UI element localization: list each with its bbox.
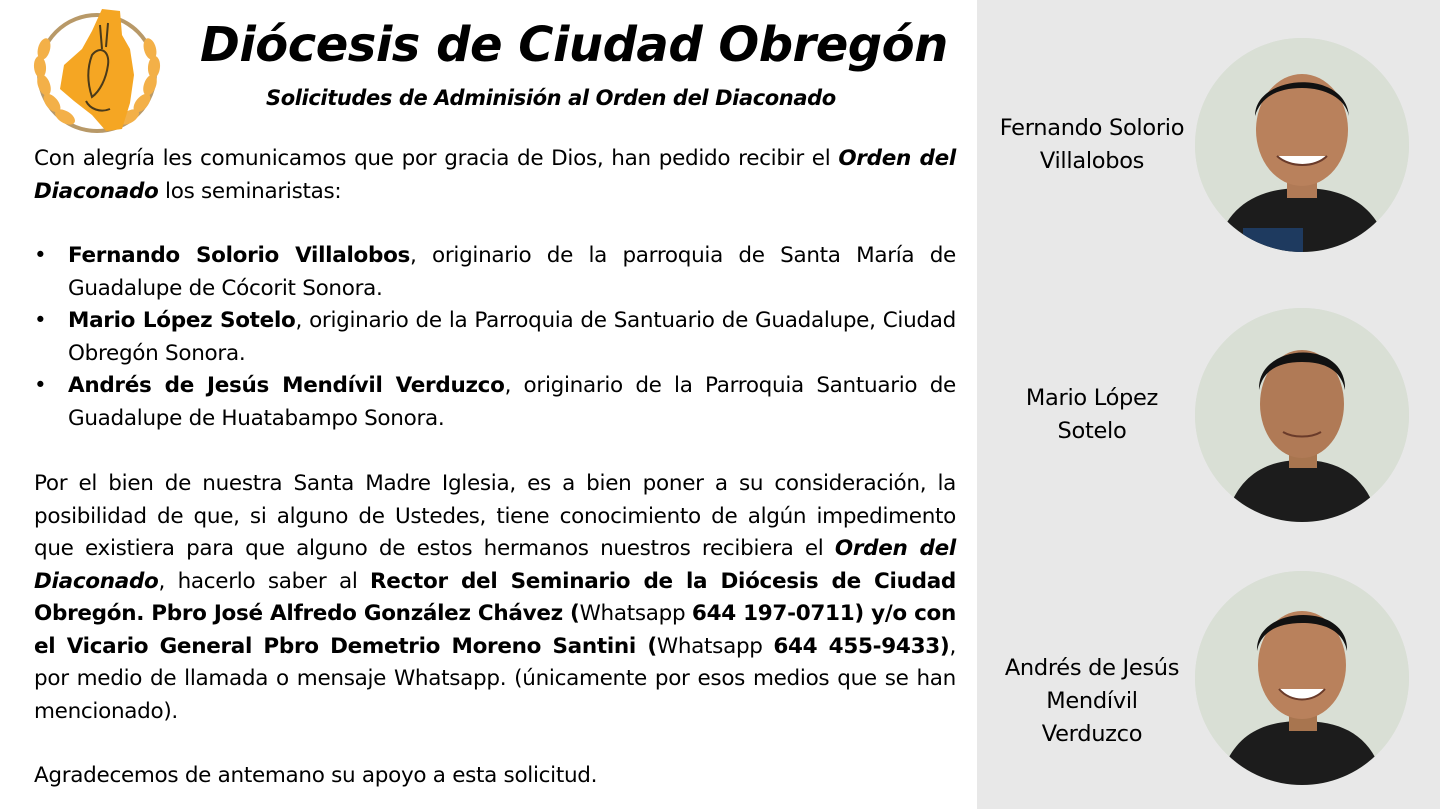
bullet: • bbox=[34, 373, 47, 398]
request-text: Whatsapp bbox=[579, 601, 692, 626]
request-phone-1: 644 197-0711) y/o con el Vicario General Pbro Demetrio Moreno Santini ( bbox=[34, 601, 956, 659]
person-name-1: Fernando Solorio Villalobos bbox=[999, 115, 1185, 174]
intro-text-1: Con alegría les comunicamos que por gracia de Dios, han pedido recibir el bbox=[34, 146, 839, 171]
person-photo-1 bbox=[1195, 38, 1409, 252]
bullet: • bbox=[34, 243, 47, 268]
candidate-list bbox=[34, 240, 956, 435]
page-subtitle: Solicitudes de Adminisión al Orden del Diaconado bbox=[266, 86, 836, 110]
candidate-name: Andrés de Jesús Mendívil Verduzco bbox=[68, 373, 505, 398]
bullet: • bbox=[34, 308, 47, 333]
intro-paragraph bbox=[34, 143, 956, 208]
list-item bbox=[34, 240, 956, 305]
candidate-detail: , originario de la Parroquia de Santuario de Guadalupe, Ciudad Obregón Sonora. bbox=[68, 308, 956, 366]
intro-emphasis: Orden del Diaconado bbox=[34, 146, 956, 204]
request-text: , por medio de llamada o mensaje Whatsapp. (únicamente por esos medios que se han mencionado). bbox=[34, 633, 956, 724]
person-name-3: Andrés de Jesús Mendívil Verduzco bbox=[1004, 655, 1180, 747]
candidate-name: Fernando Solorio Villalobos bbox=[68, 243, 411, 268]
candidate-name: Mario López Sotelo bbox=[68, 308, 296, 333]
page-title: Diócesis de Ciudad Obregón bbox=[200, 17, 948, 73]
person-name-2: Mario López Sotelo bbox=[1025, 385, 1159, 444]
candidate-detail: , originario de la Parroquia Santuario de Guadalupe de Huatabampo Sonora. bbox=[68, 373, 956, 431]
candidate-detail: , originario de la parroquia de Santa María de Guadalupe de Cócorit Sonora. bbox=[68, 243, 956, 301]
list-item bbox=[34, 305, 956, 370]
photo-sidebar bbox=[977, 0, 1440, 809]
closing-text: Agradecemos de antemano su apoyo a esta solicitud. bbox=[34, 763, 598, 788]
person-photo-3 bbox=[1195, 571, 1409, 785]
request-emphasis: Orden del Diaconado bbox=[34, 536, 957, 594]
person-photo-2 bbox=[1195, 308, 1409, 522]
request-text: , hacerlo saber al bbox=[158, 568, 371, 594]
request-phone-2: 644 455-9433) bbox=[773, 633, 950, 659]
request-text: Por el bien de nuestra Santa Madre Iglesia, es a bien poner a su consideración, la posibilidad de que, si alguno de Ustedes, tiene conocimiento de algún impedimento que existiera para que alguno de estos hermanos nuestros recibiera el bbox=[34, 471, 956, 561]
list-item bbox=[34, 370, 956, 435]
intro-text-2: los seminaristas: bbox=[158, 178, 342, 204]
diocese-logo-icon bbox=[30, 5, 164, 137]
request-text: Whatsapp bbox=[656, 633, 774, 659]
request-paragraph bbox=[34, 468, 956, 728]
request-rector: Rector del Seminario de la Diócesis de Ciudad Obregón. Pbro José Alfredo González Chávez ( bbox=[34, 568, 957, 626]
